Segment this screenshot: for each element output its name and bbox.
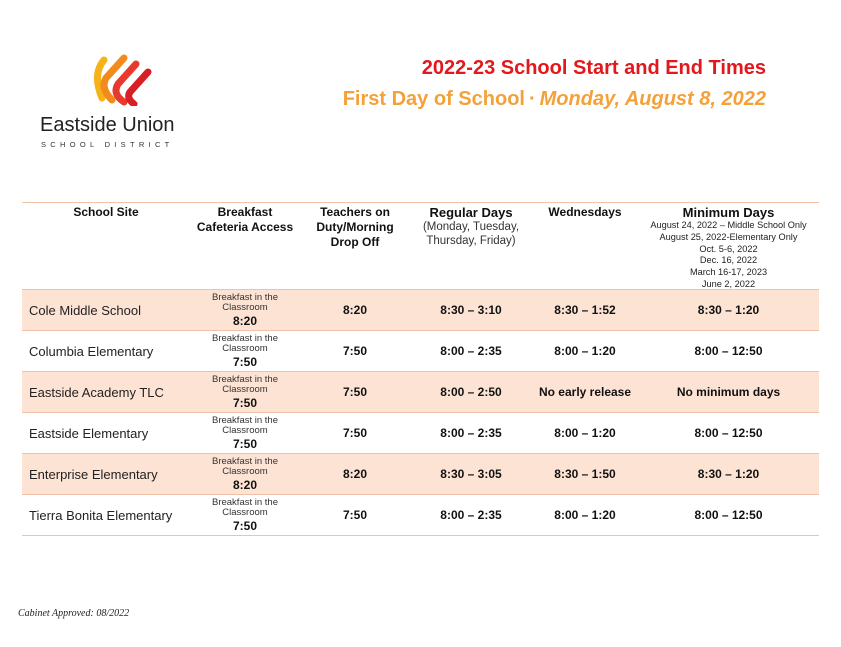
minimum-date: March 16-17, 2023 — [689, 267, 768, 278]
wednesday-hours: No early release — [538, 385, 632, 399]
header-site-text: School Site — [73, 205, 139, 219]
table-header — [22, 203, 819, 290]
table-row — [22, 372, 819, 413]
header-teachers-line-2: Duty/Morning — [316, 220, 394, 234]
header-minimum-days — [638, 203, 819, 289]
breakfast-cell — [190, 290, 300, 330]
breakfast-time: 7:50 — [232, 436, 258, 451]
breakfast-cell — [190, 372, 300, 412]
regular-hours: 8:00 – 2:50 — [440, 385, 502, 399]
minimum-hours: 8:30 – 1:20 — [697, 303, 760, 317]
regular-hours: 8:30 – 3:10 — [440, 303, 502, 317]
header-teachers-line-1: Teachers on — [320, 205, 390, 219]
wednesday-hours: 8:30 – 1:50 — [554, 467, 616, 481]
wednesday-hours: 8:30 – 1:52 — [554, 303, 616, 317]
header-teachers-line-3: Drop Off — [330, 235, 380, 249]
minimum-date: August 25, 2022-Elementary Only — [659, 231, 798, 242]
teachers-time: 7:50 — [342, 426, 368, 440]
minimum-date: Oct. 5-6, 2022 — [699, 243, 758, 254]
school-site: Columbia Elementary — [29, 343, 154, 359]
header-regular-text: Regular Days — [429, 205, 513, 220]
school-site: Enterprise Elementary — [29, 466, 158, 482]
regular-hours: 8:00 – 2:35 — [440, 426, 502, 440]
breakfast-note: Classroom — [222, 384, 268, 395]
teachers-time: 7:50 — [342, 344, 368, 358]
minimum-hours: 8:30 – 1:20 — [697, 467, 760, 481]
teachers-time: 7:50 — [342, 508, 368, 522]
regular-hours: 8:00 – 2:35 — [440, 508, 502, 522]
breakfast-time: 7:50 — [232, 354, 258, 369]
header-regular-note-2: Thursday, Friday) — [426, 235, 516, 247]
breakfast-cell — [190, 495, 300, 535]
flame-logo-icon — [90, 50, 154, 106]
table-row — [22, 495, 819, 536]
breakfast-time: 8:20 — [232, 477, 258, 492]
header-breakfast-line-2: Cafeteria Access — [196, 220, 294, 234]
subtitle-prefix: First Day of School — [342, 88, 525, 110]
first-day-date: Monday, August 8, 2022 — [539, 88, 766, 110]
breakfast-note: Classroom — [222, 343, 268, 354]
header-minimum-text: Minimum Days — [682, 205, 775, 220]
schedule-table — [22, 202, 819, 536]
school-site: Tierra Bonita Elementary — [29, 507, 173, 523]
minimum-date: August 24, 2022 – Middle School Only — [650, 220, 807, 230]
breakfast-time: 7:50 — [232, 518, 258, 533]
teachers-time: 8:20 — [342, 303, 368, 317]
logo-subtitle: SCHOOL DISTRICT — [41, 140, 174, 149]
breakfast-note: Classroom — [222, 425, 268, 436]
header-teachers — [300, 203, 410, 289]
breakfast-note: Breakfast in the — [211, 414, 278, 426]
logo-stripe-4 — [129, 72, 148, 104]
breakfast-note: Classroom — [222, 302, 268, 313]
breakfast-note: Breakfast in the — [211, 373, 278, 385]
breakfast-cell — [190, 454, 300, 494]
table-row — [22, 290, 819, 331]
school-site: Cole Middle School — [29, 302, 142, 318]
breakfast-note: Breakfast in the — [211, 455, 278, 467]
teachers-time: 8:20 — [342, 467, 368, 481]
minimum-hours: 8:00 – 12:50 — [694, 344, 763, 358]
regular-hours: 8:30 – 3:05 — [440, 467, 502, 481]
header-breakfast — [190, 203, 300, 289]
logo-name: Eastside Union — [40, 114, 175, 136]
approval-footer: Cabinet Approved: 08/2022 — [18, 608, 130, 619]
regular-hours: 8:00 – 2:35 — [440, 344, 502, 358]
header-wednesdays — [532, 203, 638, 289]
school-site: Eastside Elementary — [29, 425, 149, 441]
breakfast-note: Breakfast in the — [211, 496, 278, 508]
subtitle-separator: · — [528, 88, 536, 110]
breakfast-time: 8:20 — [232, 313, 258, 328]
table-row — [22, 331, 819, 372]
header-school-site — [22, 203, 190, 289]
breakfast-cell — [190, 331, 300, 371]
breakfast-note: Classroom — [222, 507, 268, 518]
minimum-date: Dec. 16, 2022 — [699, 255, 758, 266]
page-title: 2022-23 School Start and End Times — [421, 57, 766, 79]
table-row — [22, 413, 819, 454]
header-regular-note-1: (Monday, Tuesday, — [422, 221, 520, 233]
wednesday-hours: 8:00 – 1:20 — [554, 344, 616, 358]
breakfast-note: Breakfast in the — [211, 291, 278, 303]
table-row — [22, 454, 819, 495]
minimum-hours: 8:00 – 12:50 — [694, 426, 763, 440]
page-subtitle — [343, 88, 766, 111]
minimum-hours: 8:00 – 12:50 — [694, 508, 763, 522]
teachers-time: 7:50 — [342, 385, 368, 399]
header-wednesdays-text: Wednesdays — [548, 205, 622, 219]
minimum-hours: No minimum days — [676, 385, 781, 399]
breakfast-note: Classroom — [222, 466, 268, 477]
breakfast-cell — [190, 413, 300, 453]
breakfast-time: 7:50 — [232, 395, 258, 410]
breakfast-note: Breakfast in the — [211, 332, 278, 344]
wednesday-hours: 8:00 – 1:20 — [554, 426, 616, 440]
header-breakfast-line-1: Breakfast — [217, 205, 273, 219]
school-site: Eastside Academy TLC — [29, 384, 164, 400]
wednesday-hours: 8:00 – 1:20 — [554, 508, 616, 522]
minimum-date: June 2, 2022 — [701, 278, 756, 289]
header-regular-days — [410, 203, 532, 289]
